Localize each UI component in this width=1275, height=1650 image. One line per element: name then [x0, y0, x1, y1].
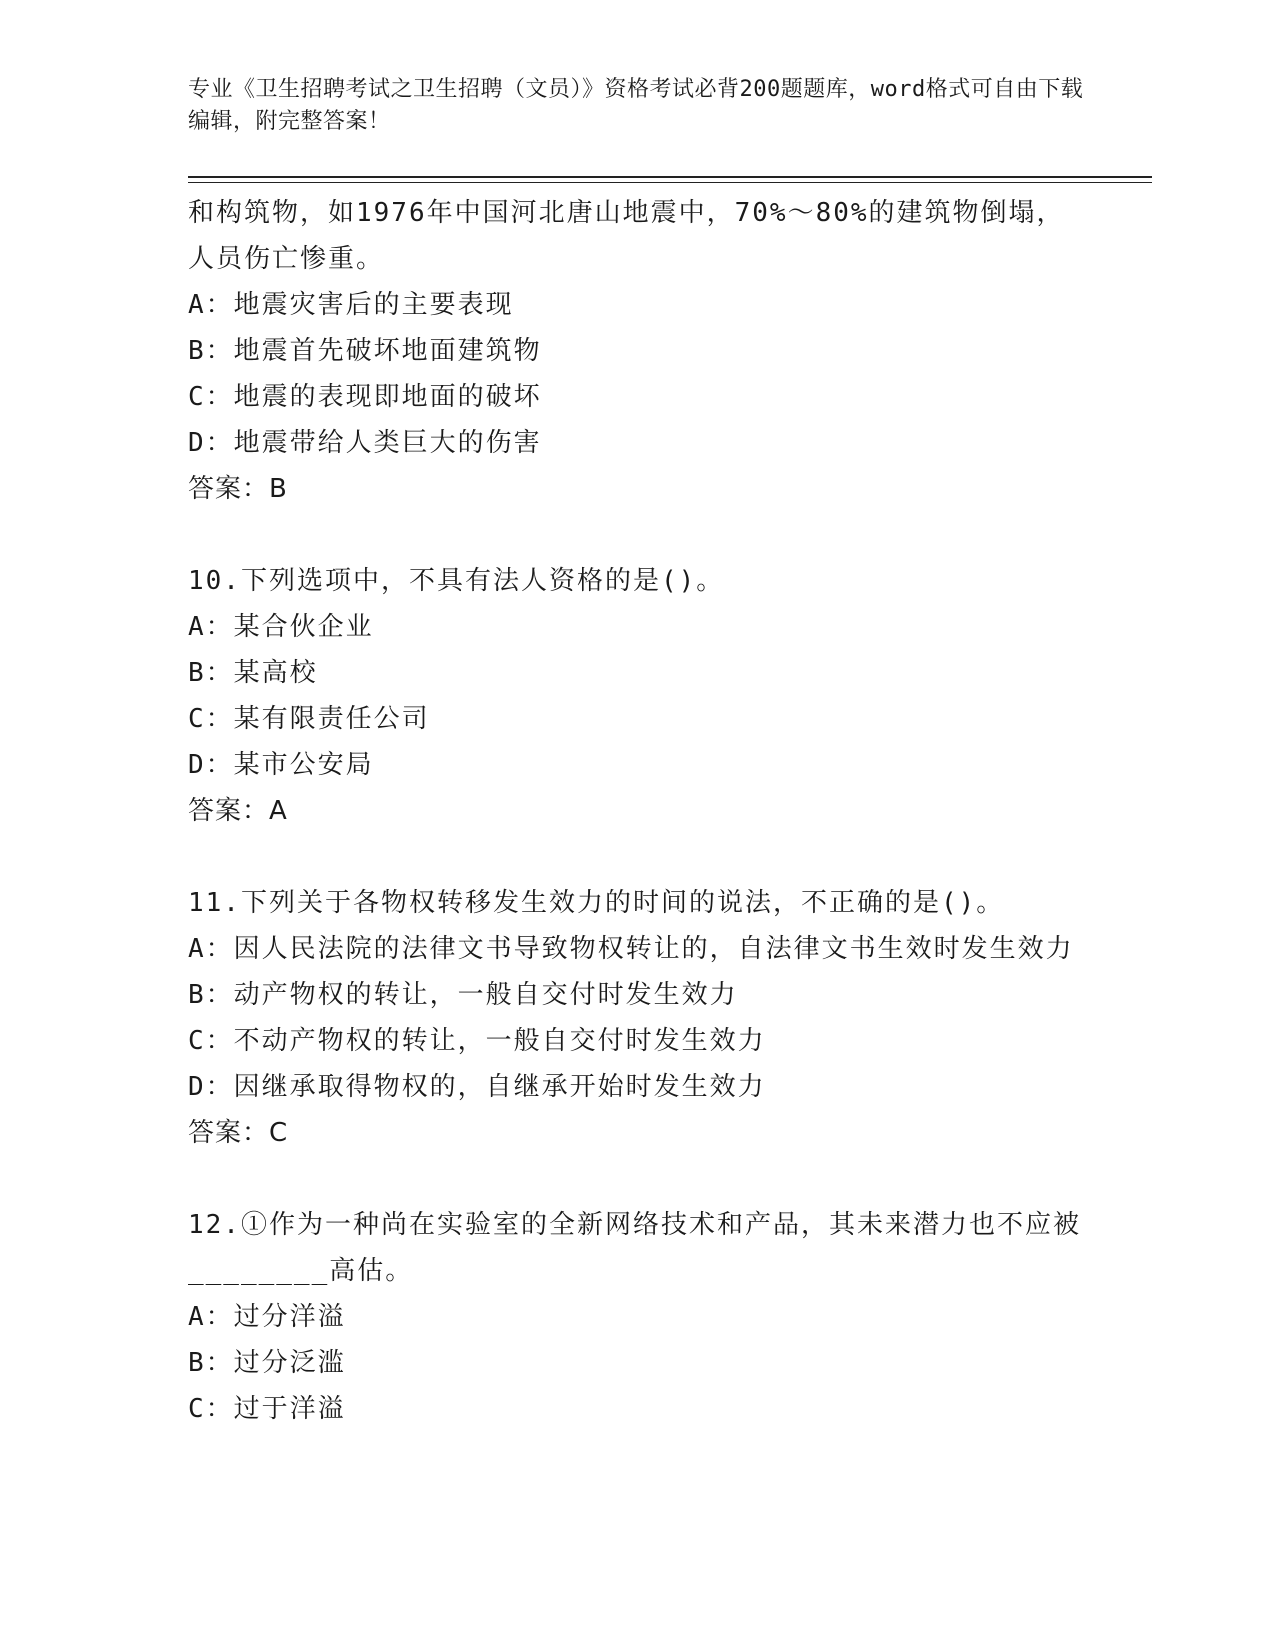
document-header [188, 74, 1088, 138]
option-b: B：动产物权的转让，一般自交付时发生效力 [188, 980, 738, 1010]
question-text: 和构筑物，如1976年中国河北唐山地震中，70%～80%的建筑物倒塌，人员伤亡惨重。 [188, 198, 1065, 274]
question-continued [188, 190, 1088, 512]
header-divider-thin [188, 182, 1152, 183]
document-body [188, 190, 1088, 1432]
option-d: D：因继承取得物权的，自继承开始时发生效力 [188, 1072, 766, 1102]
question-stem: 10.下列选项中，不具有法人资格的是()。 [188, 566, 725, 596]
option-d: D：某市公安局 [188, 750, 374, 780]
option-d: D：地震带给人类巨大的伤害 [188, 428, 542, 458]
question-12 [188, 1202, 1088, 1432]
option-b: B：过分泛滥 [188, 1348, 346, 1378]
question-11 [188, 880, 1088, 1156]
option-a: A：地震灾害后的主要表现 [188, 290, 514, 320]
option-a: A：过分洋溢 [188, 1302, 346, 1332]
answer-line: 答案：A [188, 796, 288, 826]
header-divider-thick [188, 176, 1152, 178]
option-a: A：因人民法院的法律文书导致物权转让的，自法律文书生效时发生效力 [188, 934, 1074, 964]
question-10 [188, 558, 1088, 834]
option-c: C：地震的表现即地面的破坏 [188, 382, 542, 412]
option-c: C：过于洋溢 [188, 1394, 346, 1424]
option-c: C：不动产物权的转让，一般自交付时发生效力 [188, 1026, 766, 1056]
answer-line: 答案：B [188, 474, 288, 504]
option-b: B：地震首先破坏地面建筑物 [188, 336, 542, 366]
option-c: C：某有限责任公司 [188, 704, 430, 734]
option-b: B：某高校 [188, 658, 318, 688]
option-a: A：某合伙企业 [188, 612, 374, 642]
question-stem: 11.下列关于各物权转移发生效力的时间的说法，不正确的是()。 [188, 888, 1005, 918]
answer-line: 答案：C [188, 1118, 289, 1148]
header-title: 专业《卫生招聘考试之卫生招聘（文员）》资格考试必背200题题库，word格式可自由下载编辑，附完整答案！ [188, 77, 1084, 134]
question-stem: 12.①作为一种尚在实验室的全新网络技术和产品，其未来潜力也不应被________高估。 [188, 1210, 1081, 1286]
